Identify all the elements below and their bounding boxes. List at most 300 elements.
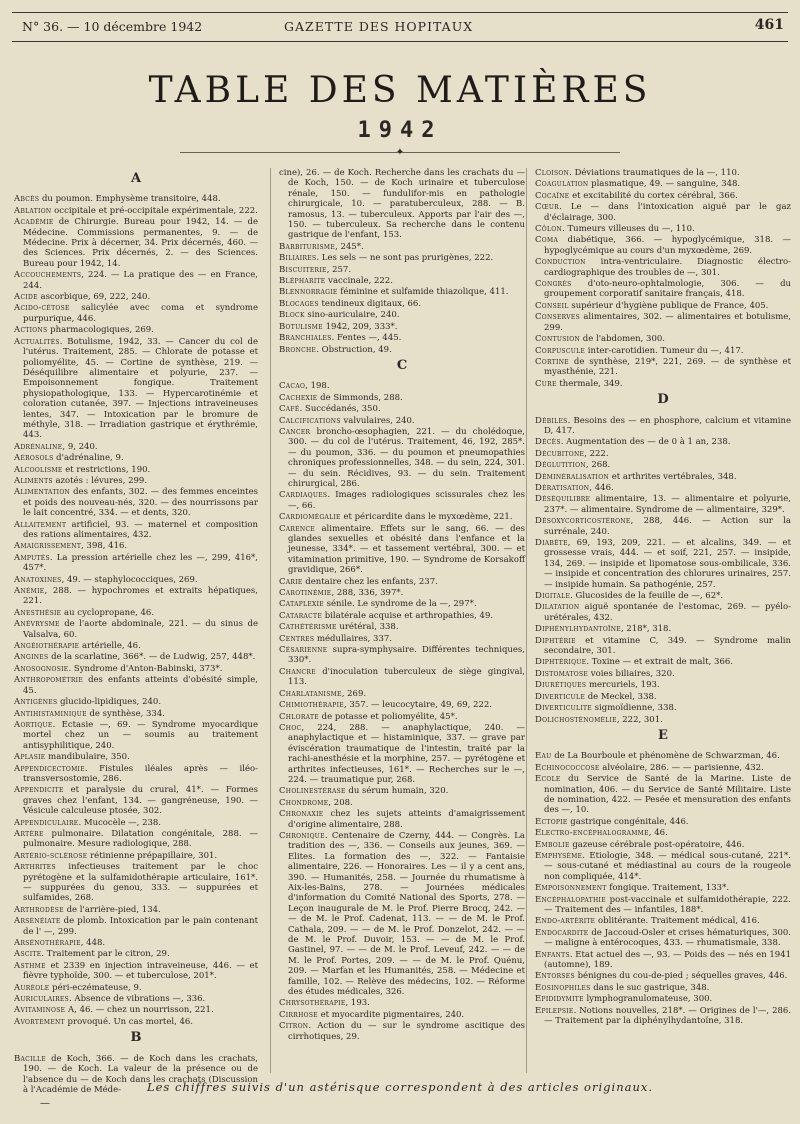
index-entry [535, 516, 791, 537]
entry-keyword: Centres [279, 633, 315, 644]
index-entry [14, 752, 258, 762]
entry-text: . Les sels — ne sont pas prurigènes, 222. [316, 253, 494, 264]
index-entry [535, 449, 791, 459]
entry-keyword: Cathétérisme [279, 622, 337, 633]
entry-keyword: Anatoxines [14, 574, 62, 585]
index-entry [14, 709, 258, 719]
entry-keyword: Emphysème [535, 850, 583, 861]
index-entry [535, 715, 791, 725]
index-entry [279, 416, 525, 426]
entry-keyword: Arsénéiate [14, 916, 61, 927]
entry-text: . Augmentation des — de 0 à 1 an, 238. [560, 437, 731, 448]
index-entry [279, 809, 525, 830]
entry-keyword: Décubitone [535, 448, 585, 459]
entry-keyword: Aérosols [14, 453, 54, 464]
entry-keyword: Cachexie [279, 392, 318, 403]
entry-text: lymphogranulomateuse, 300. [583, 994, 713, 1005]
entry-keyword: Amputés [14, 552, 50, 563]
entry-keyword: Embolie [535, 839, 570, 850]
index-entry [279, 998, 525, 1008]
entry-text: mandibulaire, 350. [45, 752, 130, 763]
entry-text: . Ectasie —, 69. — Syndrome myocardique mortel chez un — soumis au traitement antisyphilitique, 240. [23, 719, 258, 751]
index-entry [279, 786, 525, 796]
entry-keyword: Amaigrissement [14, 541, 82, 552]
entry-text: et excitabilité du cortex cérébral, 366. [569, 190, 738, 201]
entry-keyword: Congrès [535, 279, 572, 290]
index-entry [14, 938, 258, 948]
entry-text: , 218*, 318. [620, 624, 672, 635]
running-header [12, 12, 788, 42]
entry-text: et péricardite dans le myxœdème, 221. [340, 512, 513, 523]
entry-text: de plomb. Intoxication par le pain contenant de l' —, 299. [23, 916, 258, 937]
index-entry [279, 831, 525, 998]
entry-keyword: Calcifications [279, 415, 341, 426]
index-entry [14, 292, 258, 302]
entry-text: . Déviations traumatiques de la —, 110. [569, 168, 740, 178]
entry-text: salicylée avec coma et syndrome purpurique, 446. [23, 303, 258, 324]
index-entry [535, 591, 791, 601]
index-entry [535, 994, 791, 1004]
entry-text: . Etat actuel des —, 93. — Poids des — nés en 1941 (automne), 189. [544, 949, 792, 971]
index-entry [279, 404, 525, 414]
entry-text: cine), 26. — de Koch. Recherche dans les crachats du — de Koch, 150. — de Koch urinaire et tuberculose rénale, 150. — fundulifor-mis en pathologie chirurgicale, 10. — paratuberculeux, 288. — B. ramosus, 13. — tuberculeux. Apports par l'air des —, 150. — tuberculeux. Sa recherche dans le contenu gastrique de l'enfant, 153. [279, 168, 525, 241]
entry-keyword: Ascite [14, 949, 42, 960]
entry-text: . Traitement par le citron, 29. [41, 949, 170, 960]
entry-text: d'inoculation tuberculeux de siège gingival, 113. [288, 666, 525, 688]
entry-keyword: Chronique [279, 830, 325, 841]
entry-keyword: Cancer [279, 426, 311, 437]
entry-keyword: Conduction [535, 257, 586, 268]
entry-text: . Absence de vibrations —, 336. [69, 994, 206, 1005]
entry-text: sino-auriculaire, 240. [304, 310, 400, 321]
entry-keyword: Diabète [535, 538, 568, 548]
index-entry [279, 524, 525, 576]
entry-keyword: Cortine [535, 356, 569, 367]
index-entry [14, 994, 258, 1004]
entry-text: de synthèse, 334. [86, 708, 165, 719]
index-entry [14, 764, 258, 785]
index-entry [279, 1010, 525, 1020]
entry-keyword: Corpuscule [535, 345, 586, 356]
entry-keyword: Angines [14, 652, 49, 663]
entry-text: , 198. [305, 381, 330, 392]
entry-keyword: Césarienne [279, 645, 328, 656]
index-entry [535, 817, 791, 827]
index-entry [535, 279, 791, 300]
index-entry [279, 599, 525, 609]
index-entry [14, 270, 258, 291]
entry-keyword: Auriculaires [14, 994, 70, 1005]
entry-keyword: Ecole [535, 774, 561, 785]
index-entry [535, 751, 791, 761]
entry-keyword: Artère [14, 828, 44, 839]
index-entry [535, 763, 791, 773]
index-entry [535, 916, 791, 926]
entry-text: de Jaccoud-Osler et crises hématuriques, 300. — maligne à entérocoques, 433. — rhumatismale, 338. [544, 927, 791, 949]
index-entry [279, 276, 525, 286]
index-entry [535, 357, 791, 378]
entry-text: sigmoïdienne, 338. [591, 703, 677, 714]
entry-text: . Le — dans l'intoxication aiguë par le gaz d'éclairage, 300. [544, 202, 791, 223]
entry-keyword: Déséquilibre [535, 494, 591, 505]
index-entry [535, 895, 791, 916]
entry-text: provoqué. Un cas mortel, 46. [64, 1016, 194, 1027]
index-entry [535, 191, 791, 201]
entry-text: plasmatique, 49. — sanguine, 348. [588, 179, 741, 190]
entry-keyword: Aplasie [14, 752, 46, 763]
entry-keyword: Appendiculaire [14, 817, 79, 828]
entry-keyword: Diurétiques [535, 680, 587, 691]
entry-text: de l'arrière-pied, 134. [63, 904, 161, 915]
entry-text: . Botulisme, 1942, 33. — Cancer du col de l'utérus. Traitement, 285. — Chlorate de potasse et poliomyélite, 45. — Cortine de synthèse, 219. — Déséquilibre alimentaire et polyurie, 237. — Empoisonnement fongique. Traitement physiopathologique, 133. — Hypercarotinémie et coloration cutanée, 397. — Injections intraveineuses lentes, 347. — Intoxication par le bromure de méthyle, 318. — Irradiation gastrique et érythrémie, 443. [23, 336, 258, 441]
entry-text: . Syndrome d'Anton-Babinski, 373*. [68, 663, 223, 674]
entry-keyword: Accouchements [14, 270, 82, 281]
entry-text: urétéral, 338. [336, 622, 399, 633]
entry-text: , 224, 288. — anaphylactique, 240. — anaphylactique et — histaminique, 337. — grave par éviscération traumatique de l'intestin, traité par la rachi-anesthésie et la morphine, 257. — pyrétogène et arthrites infectieuses, 161*. — Recherches sur le —, 224. — traumatique pur, 268. [288, 722, 525, 785]
entry-text: . Mucocèle —, 238. [78, 817, 161, 828]
entry-text: inter-carotidien. Tumeur du —, 417. [585, 345, 744, 356]
index-entry [14, 664, 258, 674]
section-letter: B [130, 1030, 142, 1046]
issue-date: N° 36. — 10 décembre 1942 [22, 19, 203, 34]
entry-text: , 208. [328, 797, 353, 808]
entry-keyword: Acido-cétose [14, 303, 70, 314]
entry-keyword: Cholinestérase [279, 786, 346, 797]
entry-keyword: Diphtérie [535, 635, 576, 646]
entry-keyword: Dilatation [535, 602, 580, 613]
index-entry [14, 785, 258, 816]
entry-keyword: Anesthésie [14, 607, 62, 618]
index-entry [14, 465, 258, 475]
entry-keyword: Appendicite [14, 785, 64, 796]
index-entry [14, 818, 258, 828]
index-entry [14, 541, 258, 551]
entry-keyword: Acide [14, 292, 38, 303]
entry-text: aiguë spontanée de l'estomac, 269. — pyélo-urétérales, 432. [544, 602, 791, 623]
entry-keyword: Cacao [279, 381, 306, 392]
index-entry [14, 487, 258, 518]
entry-text: glucido-lipidiques, 240. [57, 697, 162, 708]
entry-keyword: Coagulation [535, 179, 589, 190]
entry-text: . Toxine — et extrait de malt, 366. [586, 657, 733, 668]
entry-text: alimentaire. Effets sur le sang, 66. — des glandes sexuelles et obésité dans l'enfance et la jeunesse, 334*. — et tassement vertébral, 300. — et vitamination primitive, 190. — Syndrome de Korsakoff gravidique, 266*. [288, 523, 525, 576]
entry-text: et 2339 en injection intraveineuse, 446. — et fièvre typhoïde, 300. — et tuberculose, 201*. [23, 960, 258, 982]
entry-text: pharmacologiques, 269. [47, 325, 154, 336]
footnote: Les chiffres suivis d'un astérisque correspondent à des articles originaux. [146, 1080, 654, 1094]
index-entry [14, 675, 258, 696]
entry-text: gastrique congénitale, 446. [567, 816, 689, 827]
entry-text: de Chirurgie. Bureau pour 1942, 14. — de Médecine. Commissions permanentes, 9. — de Médecine. Prix à décerner, 34. Prix décernés, 460. — des Sciences. Prix décernés, 2. — des Sciences. Bureau pour 1942, 14. [23, 217, 258, 269]
entry-text: , 49. — staphylococciques, 269. [61, 574, 198, 585]
entry-text: , 288, 446. — Action sur la surrénale, 240. [544, 516, 791, 537]
index-entry [14, 194, 258, 204]
index-entry [14, 303, 258, 324]
entry-text: et paralysie du crural, 41*. — Formes graves chez l'enfant, 134. — gangréneuse, 190. — Vésicule calculeuse ptosée, 302. [23, 785, 258, 817]
index-entry [14, 619, 258, 640]
entry-keyword: Cloison [535, 168, 570, 178]
index-entry [14, 851, 258, 861]
entry-text: diabétique, 366. — hypoglycémique, 318. — hypoglycémique au cours d'un myxœdème, 269. [544, 235, 791, 256]
index-column-2 [270, 168, 525, 1073]
entry-text: , 446. [589, 482, 614, 493]
entry-keyword: Alimentation [14, 487, 71, 498]
index-entry [535, 312, 791, 333]
entry-keyword: Appendicectomie [14, 763, 85, 774]
entry-text: de La Bourboule et phénomène de Schwarzman, 46. [551, 751, 780, 762]
entry-keyword: Conserves [535, 312, 580, 323]
index-entry [279, 712, 525, 722]
index-entry [14, 217, 258, 269]
entry-keyword: Chondrome [279, 797, 329, 808]
entry-keyword: Chronaxie [279, 809, 324, 820]
index-entry [279, 310, 525, 320]
entry-keyword: Entorses [535, 971, 575, 982]
entry-text: . Glucosides de la feuille de —, 62*. [570, 591, 724, 602]
entry-text: , 69, 193, 209, 221. — et alcalins, 349. — et grossesse vrais, 444. — et soif, 221, 257. — insipide, 134, 269. — insipide et lipomatose sous-ombilicale, 336. — insipide et concentration des chlorures urinaires, 257. — insipide humain. Sa pathogénie, 257. [544, 538, 791, 590]
index-entry [14, 325, 258, 335]
entry-text: azotés : lévures, 299. [52, 475, 148, 486]
entry-keyword: Arthrodèse [14, 904, 64, 915]
entry-keyword: Chlorate [279, 711, 319, 722]
entry-text: et arthrites vertébrales, 348. [609, 471, 737, 482]
entry-keyword: Désoxycorticostérone [535, 516, 631, 527]
entry-text: , 288. — hypochromes et extraits hépatiques, 221. [23, 586, 258, 607]
index-entry [14, 476, 258, 486]
index-entry [14, 862, 258, 904]
entry-keyword: Déminéralisation [535, 471, 609, 482]
index-entry [14, 553, 258, 574]
index-entry [14, 608, 258, 618]
entry-keyword: Cardiaques [279, 490, 328, 501]
entry-text: , 224. — La pratique des — en France, 244. [23, 270, 258, 291]
entry-text: voies biliaires, 320. [588, 668, 675, 679]
entry-keyword: Avitaminose [14, 1005, 66, 1016]
entry-keyword: Botulisme [279, 321, 323, 332]
entry-keyword: Débiles [535, 415, 568, 426]
entry-keyword: Diverticulite [535, 703, 592, 714]
journal-name: GAZETTE DES HOPITAUX [284, 19, 474, 34]
entry-keyword: Auréole [14, 982, 50, 993]
index-entry [535, 179, 791, 189]
entry-text: alimentaires, 302. — alimentaires et botulisme, 299. [544, 312, 791, 333]
index-entry [535, 624, 791, 634]
entry-text: . Tumeurs villeuses du —, 110. [562, 224, 695, 235]
index-entry [279, 242, 525, 252]
index-entry [535, 235, 791, 256]
entry-text: . Besoins des — en phosphore, calcium et vitamine D, 417. [544, 415, 791, 436]
entry-text: valvulaires, 240. [340, 415, 415, 426]
entry-keyword: Chimiothérapie [279, 700, 344, 711]
index-entry [14, 905, 258, 915]
index-entry [14, 983, 258, 993]
entry-text: , 193. [345, 998, 370, 1009]
entry-text: alimentaire, 13. — alimentaire et polyurie, 237*. — alimentaire. Syndrome de — alimentaire, 329*. [544, 494, 791, 515]
entry-keyword: Avortement [14, 1016, 65, 1027]
entry-keyword: Endocardite [535, 927, 589, 938]
entry-text: de synthèse, 219*, 221, 269. — de synthèse et myasthénie, 221. [544, 356, 791, 378]
index-entry [279, 253, 525, 263]
entry-text: et restrictions, 190. [62, 464, 151, 475]
entry-keyword: Conseil [535, 300, 569, 311]
index-entry [535, 828, 791, 838]
entry-text: du Service de Santé de la Marine. Liste de nomination, 406. — du Service de Santé Militaire. Liste de nomination, 422. — Pesée et mensuration des enfants des —, 10. [544, 774, 791, 816]
index-entry [535, 224, 791, 234]
ornament-icon: ✦ [395, 147, 405, 158]
entry-keyword: Actualités [14, 336, 60, 347]
index-entry [535, 494, 791, 515]
entry-keyword: Cirrhose [279, 1009, 318, 1020]
entry-keyword: Angéiothérapie [14, 641, 80, 652]
entry-keyword: Aortique [14, 719, 53, 730]
entry-keyword: Carence [279, 523, 316, 534]
year-heading: 1942 [357, 118, 443, 143]
entry-text: occipitale et pré-occipitale expérimentale, 222. [51, 205, 258, 216]
entry-keyword: Adrénaline [14, 441, 63, 452]
entry-text: du poumon. Emphysème transitoire, 448. [39, 194, 221, 205]
index-entry [279, 798, 525, 808]
entry-text: dentaire chez les enfants, 237. [302, 576, 438, 587]
entry-keyword: Anthropométrie [14, 675, 84, 686]
index-entry [279, 1021, 525, 1042]
entry-keyword: Cocaïne [535, 190, 570, 201]
index-entry [535, 168, 791, 178]
entry-text: de la scarlatine, 366*. — de Ludwig, 257, 448*. [48, 652, 256, 663]
entry-text: . Etiologie, 348. — médical sous-cutané, 221*. — sous-cutané et médiastinal au cours de la rougeole non compliquée, 414*. [544, 850, 791, 882]
entry-keyword: Alcoolisme [14, 464, 63, 475]
entry-text: , 268. [585, 460, 611, 471]
index-entry [279, 393, 525, 403]
entry-keyword: Echinococcose [535, 762, 600, 773]
entry-text: au cyclopropane, 46. [61, 607, 155, 618]
index-entry [14, 1017, 258, 1027]
entry-text: de potasse et poliomyélite, 45*. [318, 711, 458, 722]
entry-keyword: Cataplexie [279, 599, 324, 610]
entry-keyword: Chancre [279, 666, 316, 677]
entry-text: , 269. [341, 688, 367, 699]
index-entry [279, 490, 525, 511]
index-entry [279, 265, 525, 275]
entry-keyword: Electro-encéphalogramme [535, 828, 649, 839]
entry-keyword: Enfants [535, 949, 570, 960]
index-entry [535, 1006, 791, 1027]
entry-text: médullaires, 337. [314, 633, 392, 644]
entry-text: alvéolaire, 286. — — parisienne, 432. [599, 762, 764, 773]
entry-text: , 357. — leucocytaire, 49, 69, 222. [344, 700, 492, 711]
entry-keyword: Cardiomégalie [279, 512, 341, 523]
entry-keyword: Diverticule [535, 691, 585, 702]
index-entry [279, 689, 525, 699]
entry-text: oblitérante. Traitement médical, 416. [595, 916, 760, 927]
index-entry [279, 622, 525, 632]
entry-keyword: Block [279, 310, 305, 321]
entry-text: . Notions nouvelles, 218*. — Origines de l'—, 286. — Traitement par la diphénylhydantoïne, 318. [544, 1005, 791, 1027]
index-entry [535, 538, 791, 590]
entry-keyword: Epilepsie [535, 1005, 574, 1016]
entry-keyword: Cataracte [279, 610, 323, 621]
entry-keyword: Ectopie [535, 816, 568, 827]
entry-text: bénignes du cou-de-pied ; séquelles graves, 446. [574, 971, 788, 982]
entry-text: . Images radiologiques scissurales chez les —, 66. [288, 490, 525, 511]
entry-keyword: Biliaires [279, 253, 317, 264]
page-number: 461 [754, 17, 784, 33]
index-entry [535, 983, 791, 993]
index-entry [279, 645, 525, 666]
entry-keyword: Contusion [535, 334, 581, 345]
entry-text: artificiel, 93. — maternel et composition des rations alimentaires, 432. [23, 519, 258, 540]
entry-keyword: Anémie [14, 586, 45, 597]
index-entry [14, 949, 258, 959]
index-entry [535, 379, 791, 389]
entry-text: , 448. [80, 938, 106, 949]
entry-keyword: Cœur [535, 202, 560, 213]
entry-text: dans le suc gastrique, 348. [590, 982, 710, 993]
entry-keyword: Arthrites [14, 862, 56, 873]
entry-text: . La pression artérielle chez les —, 299, 416*, 457*. [23, 552, 258, 574]
index-entry [535, 657, 791, 667]
entry-text: . Fentes —, 445. [331, 333, 402, 344]
entry-keyword: Dolichosténomélie [535, 714, 617, 725]
entry-text: . Obstruction, 49. [316, 344, 392, 355]
index-entry [279, 381, 525, 391]
entry-text: fongique. Traitement, 133*. [606, 883, 730, 894]
entry-keyword: Branchiales [279, 333, 332, 344]
entry-keyword: Encéphalopathie [535, 894, 606, 905]
index-entry [279, 577, 525, 587]
index-column-1 [14, 168, 258, 1095]
entry-text: de Meckel, 338. [585, 691, 657, 702]
entry-keyword: Cure [535, 378, 557, 389]
index-entry [279, 299, 525, 309]
entry-text: gazeuse cérébrale post-opératoire, 446. [569, 839, 745, 850]
entry-text: 1942, 209, 333*. [322, 321, 398, 332]
index-entry [14, 720, 258, 751]
entry-text: , 245*. [335, 241, 364, 252]
index-entry [535, 437, 791, 447]
entry-keyword: Antigènes [14, 697, 58, 708]
index-entry [279, 345, 525, 355]
entry-keyword: Bacille [14, 1053, 46, 1064]
entry-keyword: Déglutition [535, 460, 586, 471]
index-entry [279, 588, 525, 598]
entry-text: , 398, 416. [81, 541, 128, 552]
entry-text: broncho-œsophagien, 221. — du cholédoque, 300. — du col de l'utérus. Traitement, 46, 192, 285*. — du poumon, 336. — du poumon et pneumopathies chroniques professionnelles, 348. — du sein, 224, 301. — du sein. Récidives, 93. — du sein. Traitement chirurgical, 286. [288, 426, 525, 489]
section-letter: A [130, 171, 142, 186]
entry-text: péri-eczémateuse, 9. [49, 982, 142, 993]
entry-text: mercuriels, 193. [586, 680, 660, 691]
index-entry [279, 634, 525, 644]
entry-text: des enfants, 302. — des femmes enceintes et poids des nouveau-nés, 320. — des nourrissons par le lait concentré, 334. — et dents, 320. [23, 487, 258, 519]
entry-keyword: Charlatanisme [279, 688, 342, 699]
entry-text: de Koch, 366. — de Koch dans les crachats, 190. — de Koch. La valeur de la présence ou de l'absence du — de Koch dans les crachats (Discussion à l'Académie de Méde- [23, 1053, 258, 1095]
index-entry [14, 829, 258, 850]
entry-keyword: Dératisation [535, 482, 590, 493]
entry-keyword: Côlon [535, 224, 563, 235]
entry-text: supérieur d'hygiène publique de France, 405. [568, 300, 769, 311]
index-entry [535, 774, 791, 816]
index-entry [14, 697, 258, 707]
entry-text: , 288, 336, 397*. [331, 588, 404, 599]
index-entry [535, 971, 791, 981]
entry-keyword: Antihistaminique [14, 708, 87, 719]
entry-text: du sérum humain, 320. [345, 786, 449, 797]
entry-text: rétinienne prépapillaire, 301. [87, 850, 218, 861]
entry-text: , 222. [584, 448, 609, 459]
index-entry [535, 680, 791, 690]
index-entry [535, 851, 791, 882]
entry-keyword: Chrysothérapie [279, 998, 346, 1009]
index-entry [535, 334, 791, 344]
index-entry [279, 333, 525, 343]
